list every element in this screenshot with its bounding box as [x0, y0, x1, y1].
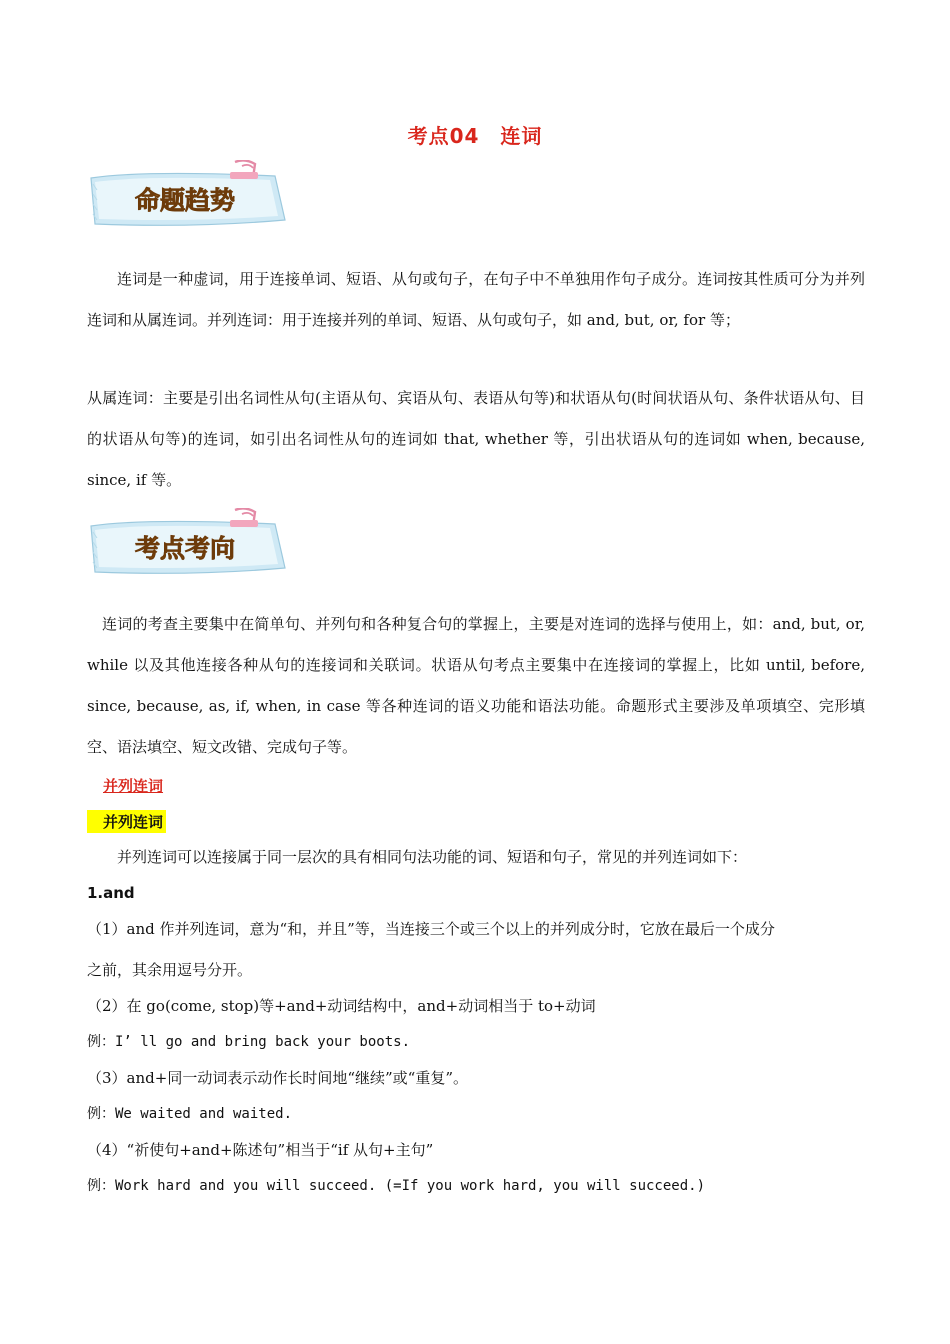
banner-graphic: [85, 508, 290, 578]
svg-text:考点考向: 考点考向: [134, 534, 236, 563]
section-heading-red: 并列连词: [103, 777, 164, 795]
rule-3: （3）and+同一动词表示动作长时间地“继续”或“重复”。: [87, 1069, 468, 1087]
svg-text:命题趋势: 命题趋势: [134, 186, 236, 215]
item-heading-and: 1.and: [87, 884, 135, 902]
page-title: 考点04 连词: [407, 124, 543, 148]
example-3: 例：Work hard and you will succeed. (=If you work hard, you will succeed.): [87, 1178, 706, 1194]
trend-paragraph: 连词的考查主要集中在简单句、并列句和各种复合句的掌握上，主要是对连词的选择与使用上，如：and, but, or, while 以及其他连接各种从句的连接词和关联词。状语从句考点主要集中在连接词的掌握上，比如 until, before, since, because, as, if, when, in case 等各种连词的语义功能和语法功能。命题形式主要涉及单项填空、完形填空、语法填空、短文改错、完成句子等。: [87, 615, 865, 756]
intro-paragraph-2: 从属连词：主要是引出名词性从句(主语从句、宾语从句、表语从句等)和状语从句(时间状语从句、条件状语从句、目的状语从句等)的连词，如引出名词性从句的连词如 that, whether 等，引出状语从句的连词如 when, because, since, if 等。: [87, 389, 865, 489]
rule-1-line-1: （1）and 作并列连词，意为“和，并且”等，当连接三个或三个以上的并列成分时，它放在最后一个成分: [87, 920, 775, 938]
paperclip-icon: [230, 508, 258, 527]
paperclip-icon: [230, 160, 258, 179]
intro-paragraph-1: 连词是一种虚词，用于连接单词、短语、从句或句子，在句子中不单独用作句子成分。连词按其性质可分为并列连词和从属连词。并列连词：用于连接并列的单词、短语、从句或句子，如 and, but, or, for 等；: [87, 270, 865, 329]
section-banner-direction: [85, 508, 290, 578]
banner-graphic: [85, 160, 290, 230]
rule-1-line-2: 之前，其余用逗号分开。: [87, 961, 253, 979]
example-2: 例：We waited and waited.: [87, 1106, 293, 1122]
rule-4: （4）“祈使句+and+陈述句”相当于“if 从句+主句”: [87, 1141, 434, 1159]
rule-2: （2）在 go(come, stop)等+and+动词结构中，and+动词相当于 to+动词: [87, 997, 596, 1015]
section-banner-trend: [85, 160, 290, 230]
section-heading-highlight: 并列连词: [87, 810, 166, 833]
section-intro: 并列连词可以连接属于同一层次的具有相同句法功能的词、短语和句子，常见的并列连词如下：: [117, 848, 748, 866]
example-1: 例：I’ ll go and bring back your boots.: [87, 1034, 411, 1050]
